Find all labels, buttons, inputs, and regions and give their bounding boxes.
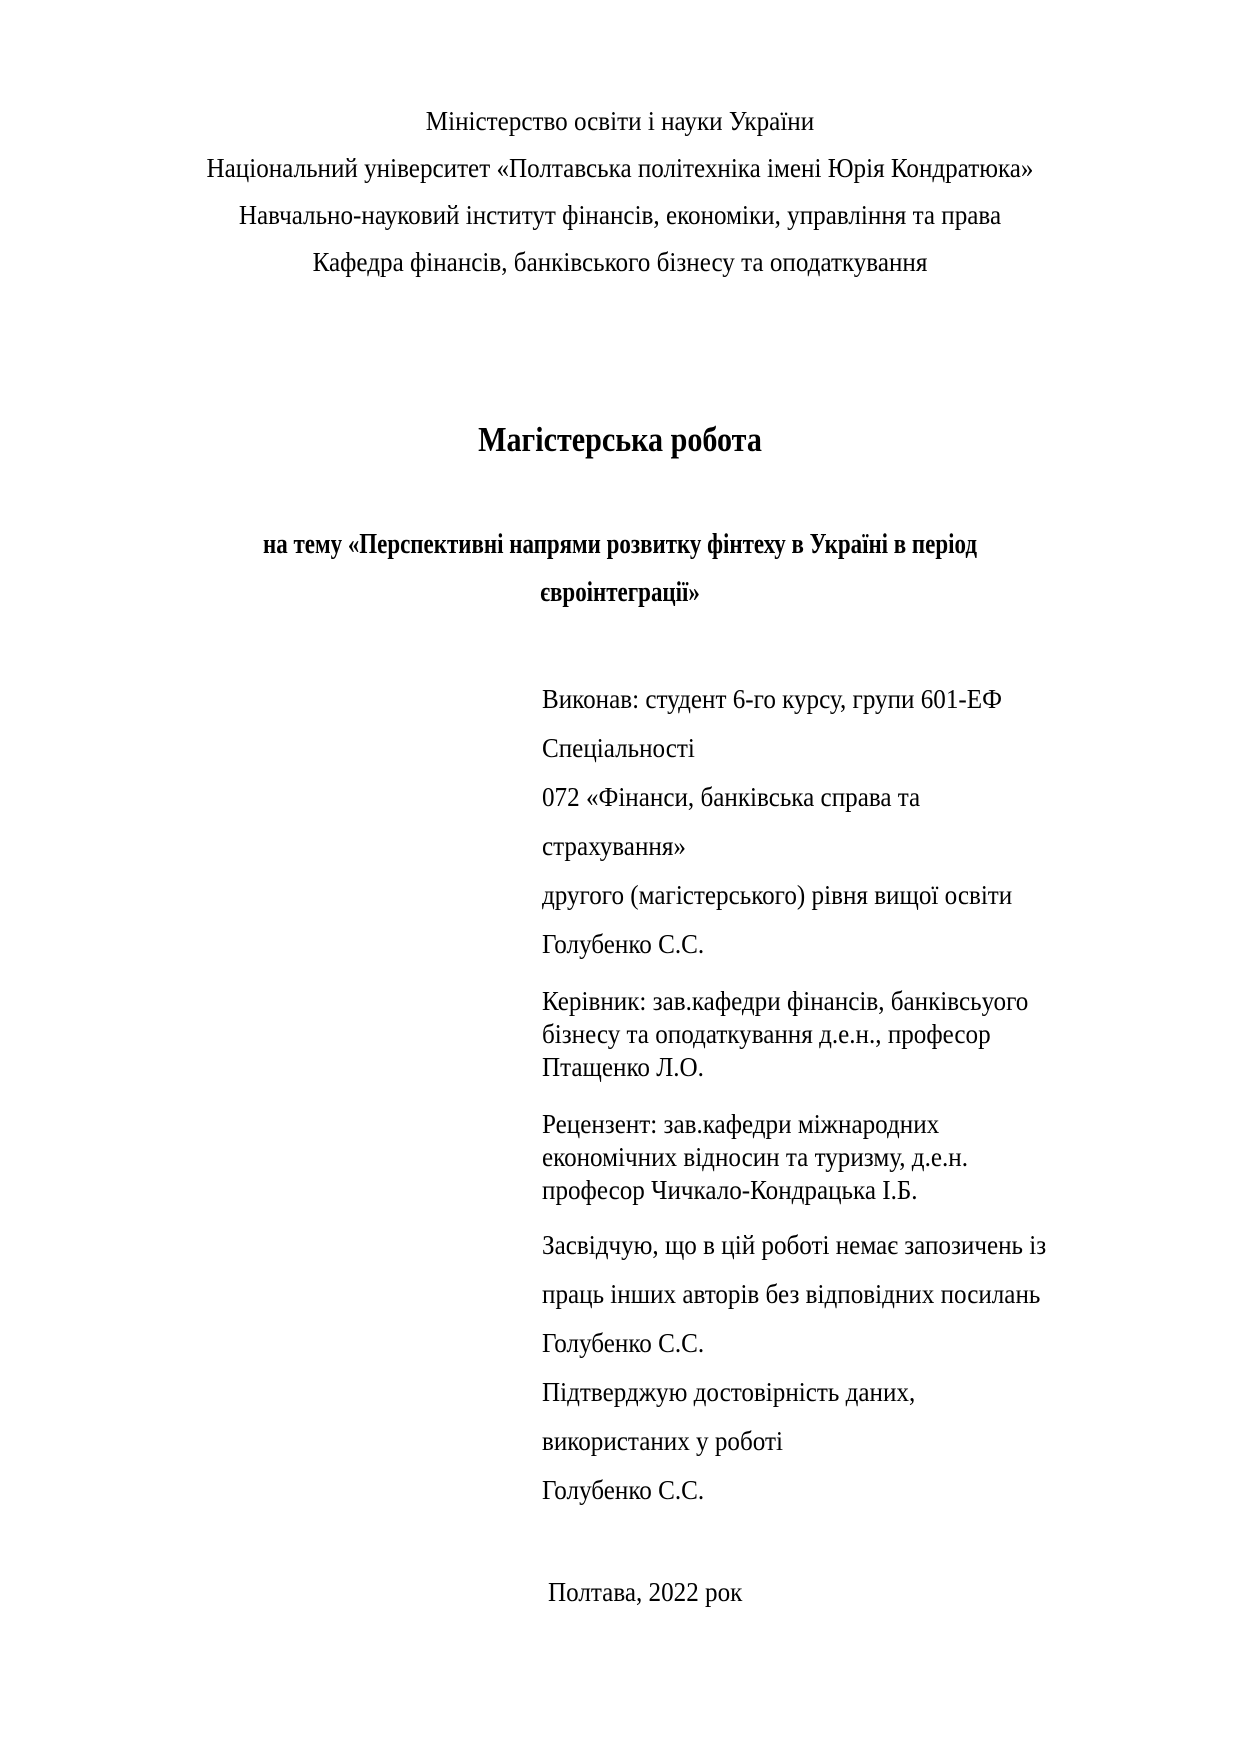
declaration-signature: Голубенко С.С. [542,1328,705,1358]
reviewer-line-2: економічних відносин та туризму, д.е.н. [542,1142,969,1172]
performer-name: Голубенко С.С. [542,929,705,959]
reviewer-name: професор Чичкало-Кондрацька І.Б. [542,1175,918,1205]
performer-line-3: 072 «Фінанси, банківська справа та [542,782,921,812]
department-name: Кафедра фінансів, банківського бізнесу та оподаткування [312,247,928,277]
topic-line-2: євроінтеграції» [540,577,700,608]
supervisor-name: Птащенко Л.О. [542,1052,704,1082]
declaration-line-2: праць інших авторів без відповідних посилань [542,1279,1041,1309]
reviewer-line-1: Рецензент: зав.кафедри міжнародних [542,1109,940,1139]
university-name: Національний університет «Полтавська політехніка імені Юрія Кондратюка» [206,153,1034,183]
city-year: Полтава, 2022 рок [548,1577,743,1607]
institute-name: Навчально-науковий інститут фінансів, економіки, управління та права [238,200,1002,230]
performer-line-4: страхування» [542,831,686,861]
declaration-line-1: Засвідчую, що в цій роботі немає запозичень із [542,1230,1047,1260]
confirmation-signature: Голубенко С.С. [542,1475,705,1505]
document-title: Магістерська робота [478,420,762,459]
confirmation-line-2: використаних у роботі [542,1426,783,1456]
confirmation-line-1: Підтверджую достовірність даних, [542,1377,916,1407]
ministry-name: Міністерство освіти і науки України [425,106,815,136]
topic-line-1: на тему «Перспективні напрями розвитку фінтеху в Україні в період [263,529,977,560]
performer-line-2: Спеціальності [542,733,695,763]
performer-line-1: Виконав: студент 6-го курсу, групи 601-ЕФ [542,684,1002,714]
supervisor-line-1: Керівник: зав.кафедри фінансів, банківсьуого [542,986,1029,1016]
performer-line-5: другого (магістерського) рівня вищої освіти [542,880,1013,910]
supervisor-line-2: бізнесу та оподаткування д.е.н., професор [542,1019,991,1049]
